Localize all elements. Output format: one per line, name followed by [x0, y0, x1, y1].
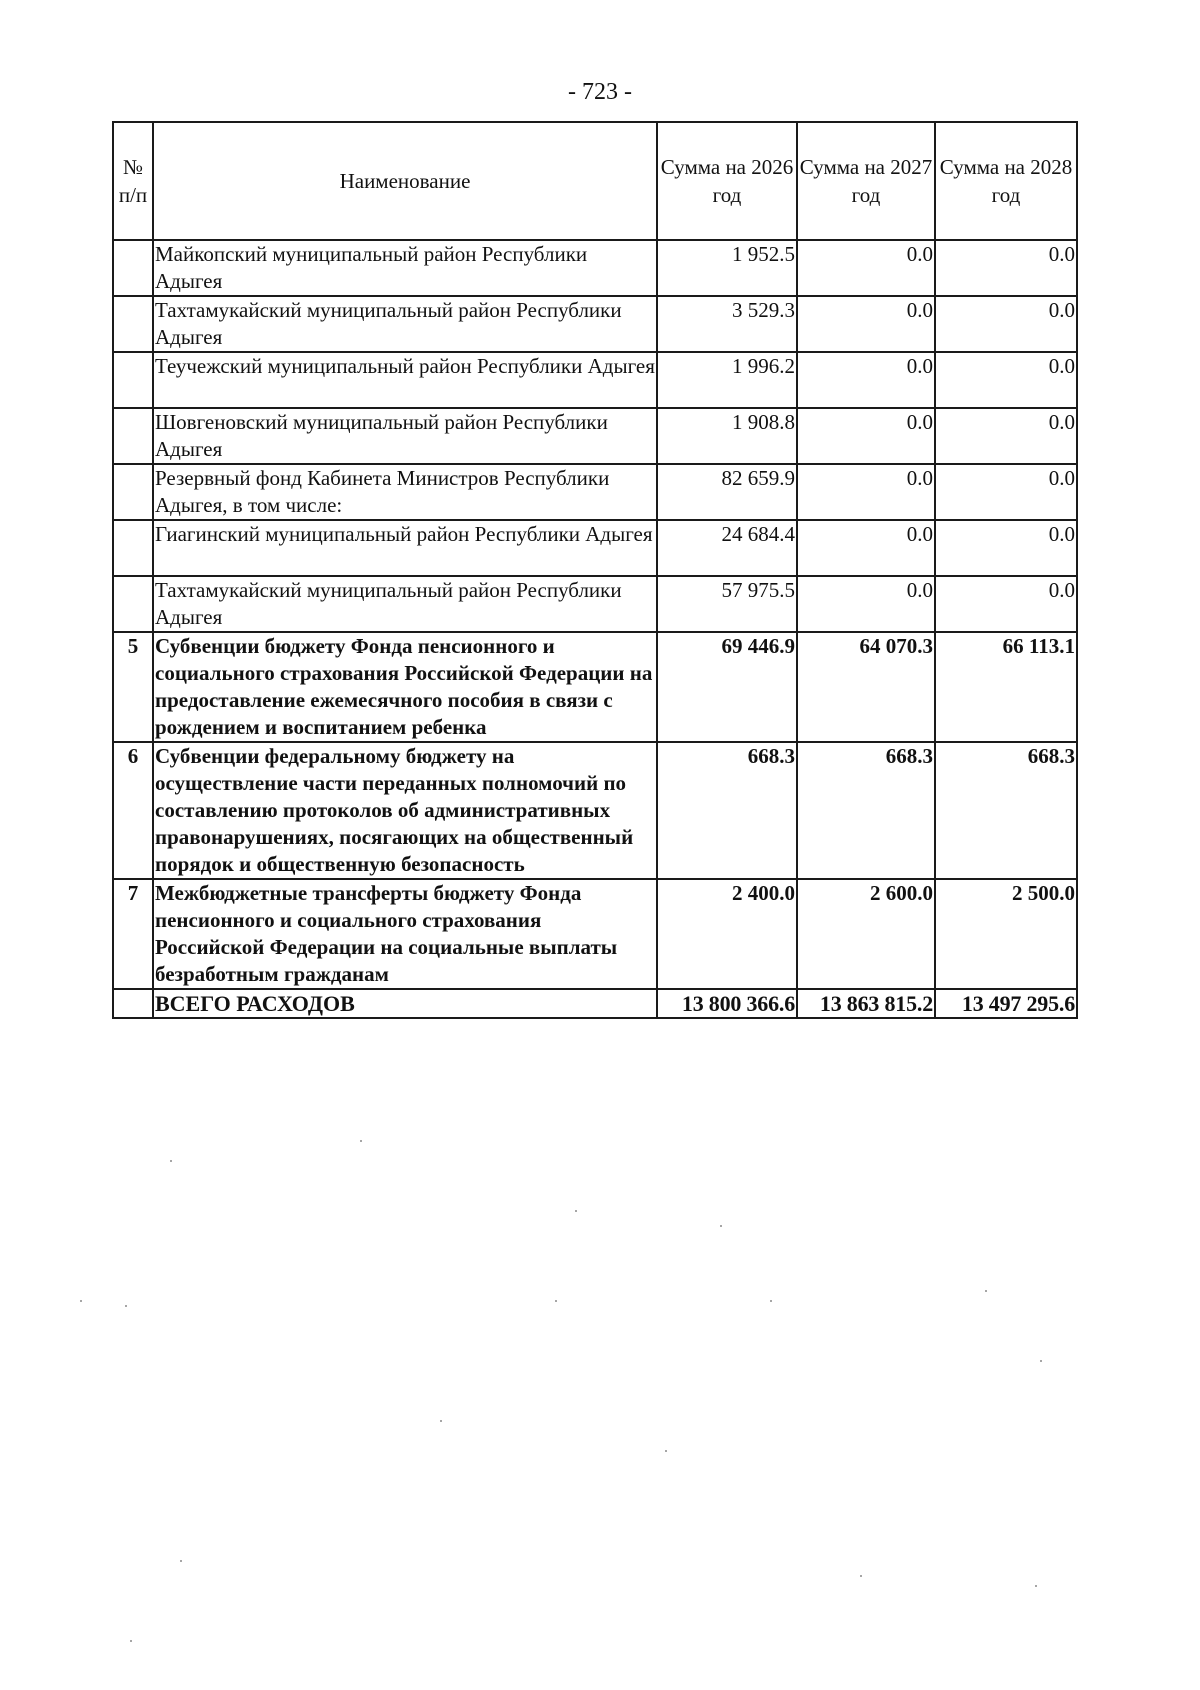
table-row	[113, 879, 1077, 989]
table-row	[113, 576, 1077, 632]
row-amount-2028: 0.0	[935, 352, 1077, 408]
row-amount-2028: 66 113.1	[935, 632, 1077, 742]
row-number	[113, 296, 153, 352]
row-name: Гиагинский муниципальный район Республики Адыгея	[153, 520, 657, 576]
row-amount-2026: 69 446.9	[657, 632, 797, 742]
total-number	[113, 989, 153, 1018]
row-amount-2028: 0.0	[935, 576, 1077, 632]
row-name: Резервный фонд Кабинета Министров Республики Адыгея, в том числе:	[153, 464, 657, 520]
row-amount-2026: 57 975.5	[657, 576, 797, 632]
row-amount-2026: 82 659.9	[657, 464, 797, 520]
table-row	[113, 408, 1077, 464]
row-name: Субвенции федеральному бюджету на осуществление части переданных полномочий по составлению протоколов об административных правонарушениях, посягающих на общественный порядок и общественную безопасность	[153, 742, 657, 879]
row-amount-2027: 0.0	[797, 352, 935, 408]
header-2028: Сумма на 2028 год	[935, 122, 1077, 240]
table-body	[113, 240, 1077, 1018]
budget-table	[112, 121, 1078, 1019]
table-row	[113, 742, 1077, 879]
header-number: № п/п	[113, 122, 153, 240]
row-number	[113, 408, 153, 464]
row-amount-2026: 1 952.5	[657, 240, 797, 296]
row-amount-2027: 0.0	[797, 576, 935, 632]
row-number	[113, 576, 153, 632]
total-row	[113, 989, 1077, 1018]
row-name: Тахтамукайский муниципальный район Республики Адыгея	[153, 296, 657, 352]
row-amount-2026: 2 400.0	[657, 879, 797, 989]
total-amount-2026: 13 800 366.6	[657, 989, 797, 1018]
header-2027: Сумма на 2027 год	[797, 122, 935, 240]
table-row	[113, 520, 1077, 576]
row-amount-2026: 3 529.3	[657, 296, 797, 352]
table-row	[113, 464, 1077, 520]
row-number: 6	[113, 742, 153, 879]
header-2026: Сумма на 2026 год	[657, 122, 797, 240]
row-name: Межбюджетные трансферты бюджету Фонда пенсионного и социального страхования Российской Федерации на социальные выплаты безработным гражданам	[153, 879, 657, 989]
row-number: 5	[113, 632, 153, 742]
row-number	[113, 240, 153, 296]
table-row	[113, 296, 1077, 352]
row-amount-2028: 0.0	[935, 296, 1077, 352]
row-amount-2028: 0.0	[935, 408, 1077, 464]
table-row	[113, 352, 1077, 408]
total-label: ВСЕГО РАСХОДОВ	[153, 989, 657, 1018]
row-amount-2028: 2 500.0	[935, 879, 1077, 989]
table-header	[113, 122, 1077, 240]
row-name: Шовгеновский муниципальный район Республики Адыгея	[153, 408, 657, 464]
row-name: Субвенции бюджету Фонда пенсионного и социального страхования Российской Федерации на предоставление ежемесячного пособия в связи с рождением и воспитанием ребенка	[153, 632, 657, 742]
row-amount-2027: 0.0	[797, 240, 935, 296]
row-number	[113, 352, 153, 408]
row-amount-2027: 64 070.3	[797, 632, 935, 742]
row-amount-2026: 668.3	[657, 742, 797, 879]
table-row	[113, 632, 1077, 742]
row-amount-2028: 668.3	[935, 742, 1077, 879]
row-amount-2028: 0.0	[935, 464, 1077, 520]
row-amount-2027: 0.0	[797, 408, 935, 464]
row-amount-2027: 2 600.0	[797, 879, 935, 989]
row-number	[113, 520, 153, 576]
row-amount-2026: 24 684.4	[657, 520, 797, 576]
header-name: Наименование	[153, 122, 657, 240]
row-number: 7	[113, 879, 153, 989]
row-amount-2028: 0.0	[935, 240, 1077, 296]
total-amount-2027: 13 863 815.2	[797, 989, 935, 1018]
page-number: - 723 -	[568, 79, 632, 105]
row-name: Тахтамукайский муниципальный район Республики Адыгея	[153, 576, 657, 632]
row-amount-2027: 0.0	[797, 520, 935, 576]
row-amount-2027: 668.3	[797, 742, 935, 879]
row-amount-2028: 0.0	[935, 520, 1077, 576]
row-amount-2026: 1 908.8	[657, 408, 797, 464]
row-amount-2026: 1 996.2	[657, 352, 797, 408]
total-amount-2028: 13 497 295.6	[935, 989, 1077, 1018]
row-amount-2027: 0.0	[797, 464, 935, 520]
row-amount-2027: 0.0	[797, 296, 935, 352]
row-name: Теучежский муниципальный район Республики Адыгея	[153, 352, 657, 408]
row-name: Майкопский муниципальный район Республики Адыгея	[153, 240, 657, 296]
table-row	[113, 240, 1077, 296]
row-number	[113, 464, 153, 520]
